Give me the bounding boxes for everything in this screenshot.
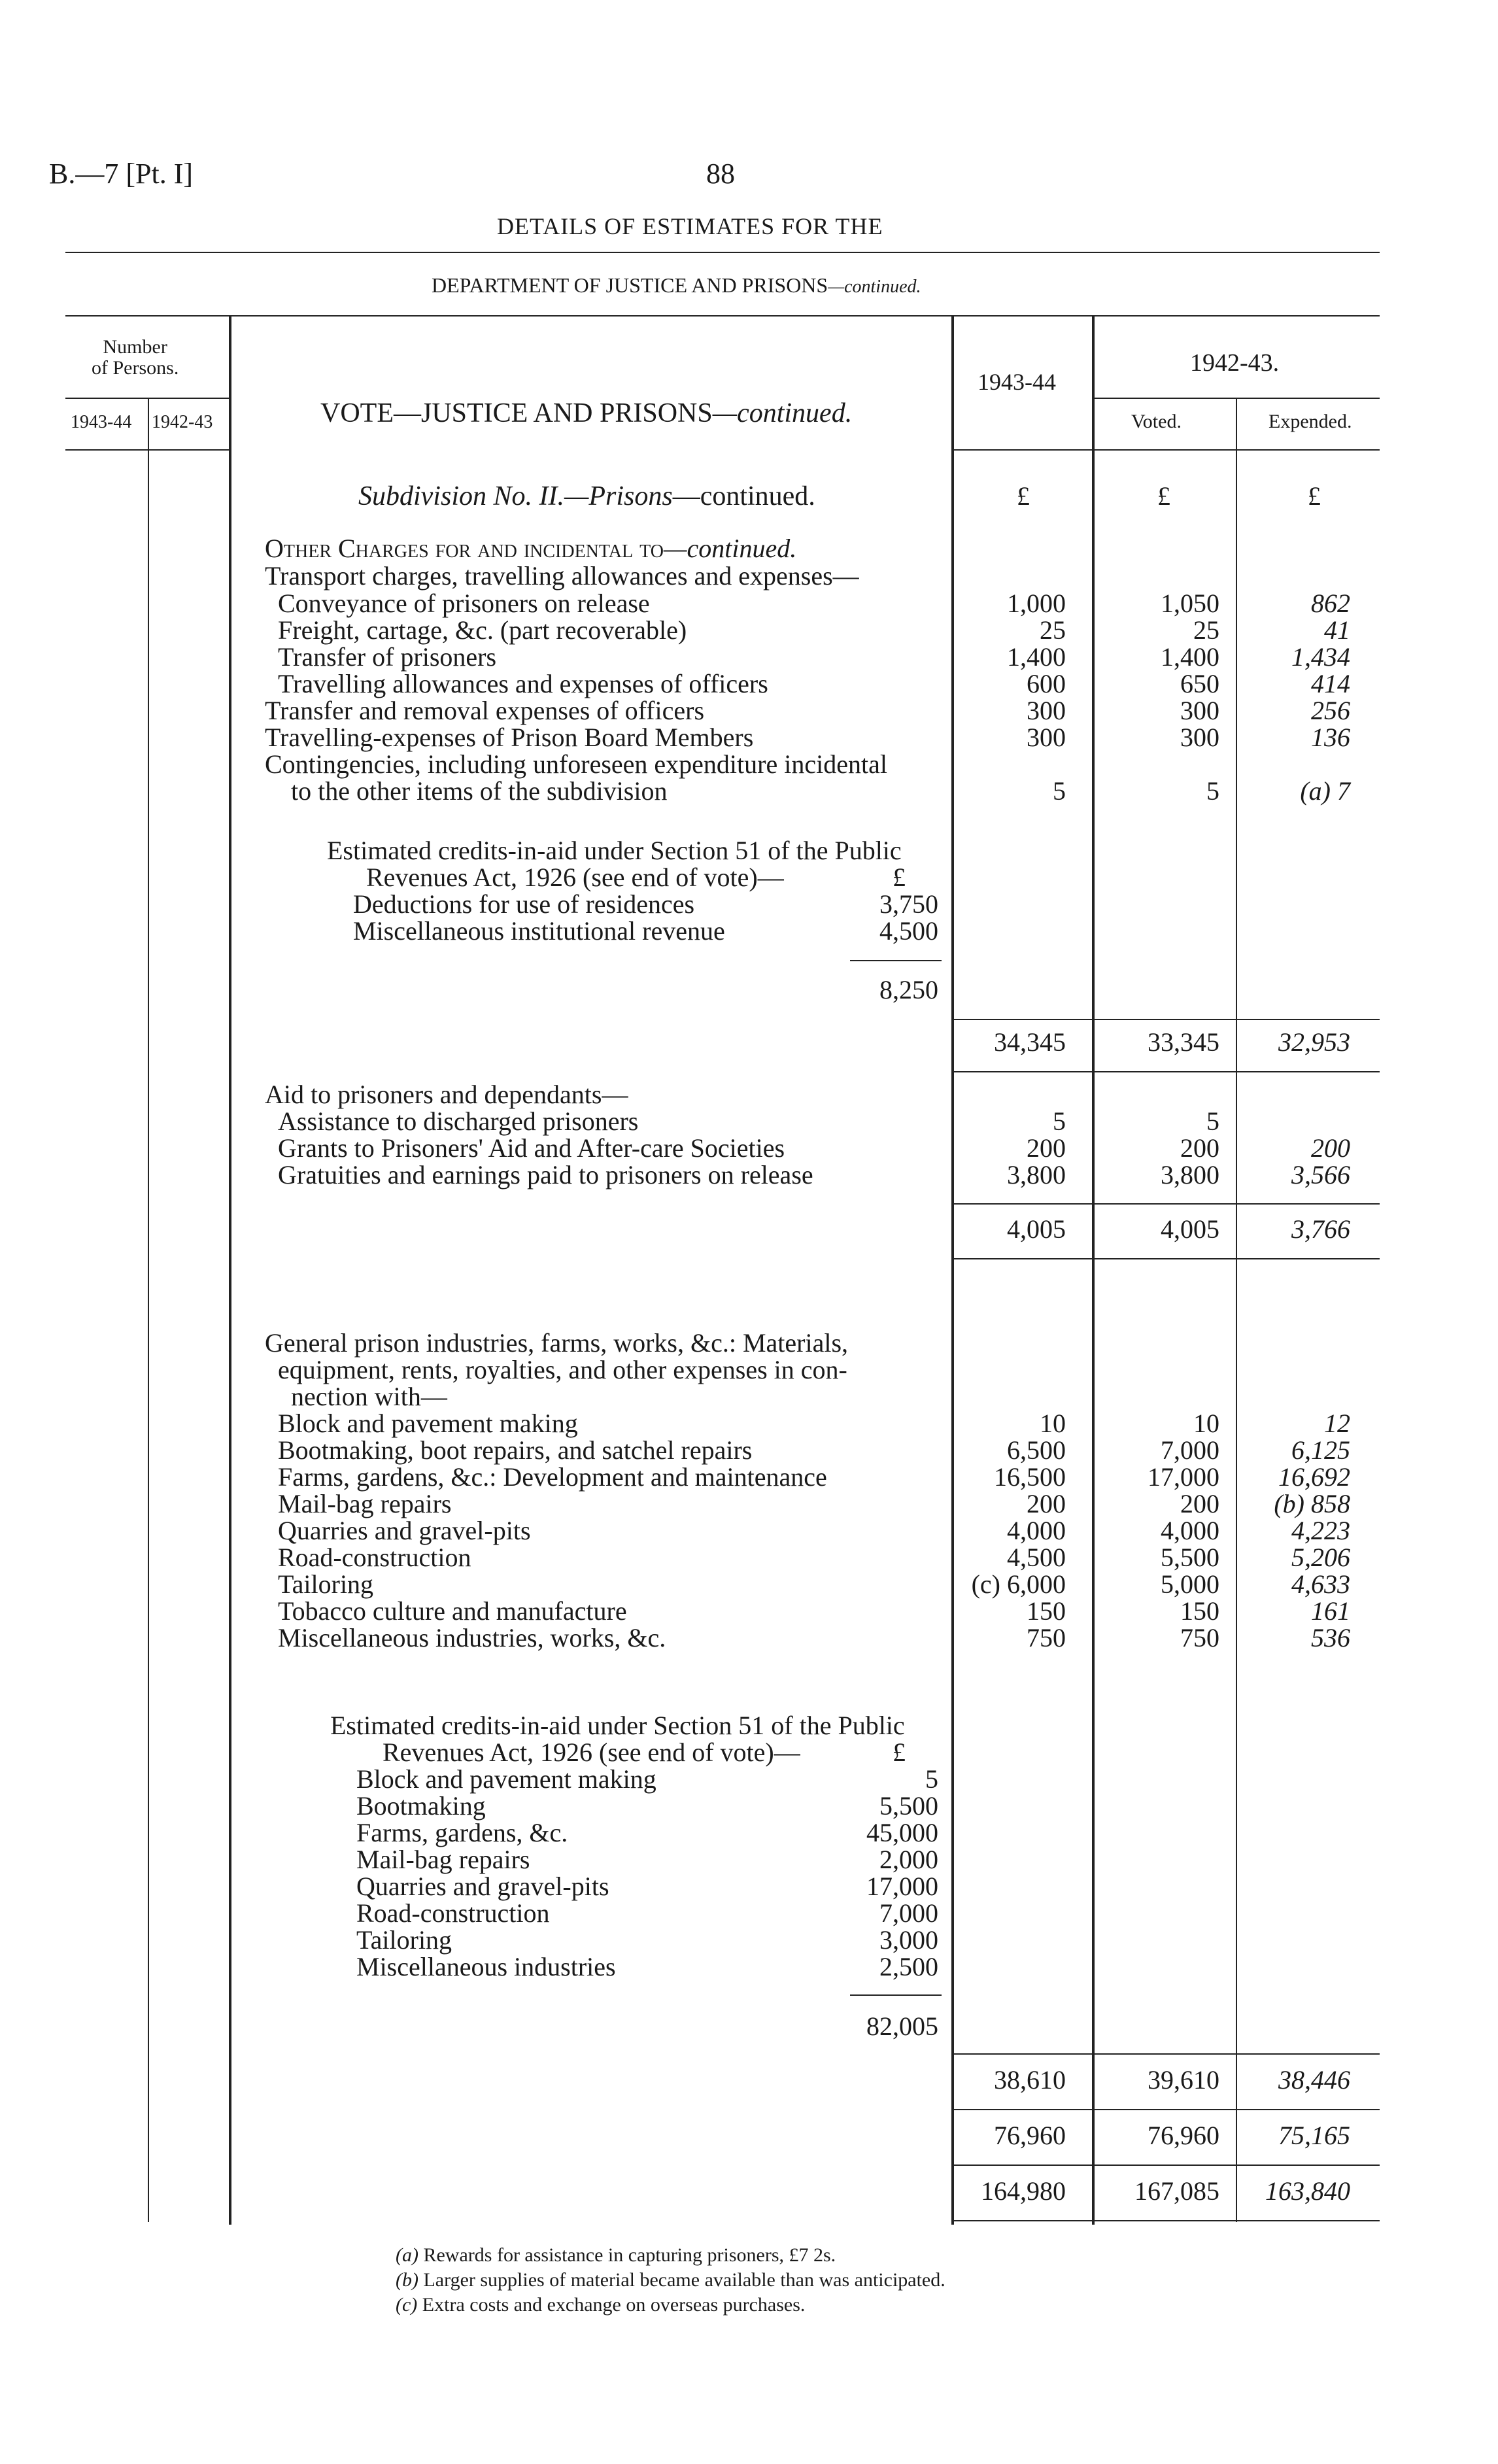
ind-total-rule-top [951, 2053, 1380, 2055]
section-total-expended: 75,165 [1278, 2121, 1350, 2150]
amount-expended: 6,125 [1291, 1435, 1350, 1465]
footnote-mark: (b) [396, 2269, 418, 2291]
subtotal-voted: 33,345 [1148, 1027, 1219, 1057]
footnote-text: Extra costs and exchange on overseas purchases. [422, 2294, 806, 2316]
amount-expended: 12 [1324, 1409, 1350, 1438]
credit-amount: 7,000 [879, 1898, 938, 1928]
amount-voted: 650 [1180, 669, 1219, 698]
list-item: Freight, cartage, &c. (part recoverable) [278, 615, 687, 645]
subtotal-current: 34,345 [994, 1027, 1066, 1057]
aid-total-rule-top [951, 1203, 1380, 1205]
amount-current: 6,500 [1007, 1435, 1066, 1465]
credit-amount: 2,000 [879, 1845, 938, 1874]
other-charges-heading [265, 533, 796, 564]
amount-expended: 414 [1311, 669, 1350, 698]
list-item: Tobacco culture and manufacture [278, 1596, 627, 1626]
ind-credits-currency: £ [893, 1737, 906, 1767]
amount-expended: 256 [1311, 696, 1350, 725]
vote-heading [320, 398, 852, 429]
list-item: Mail-bag repairs [278, 1489, 452, 1518]
credits-total: 8,250 [879, 975, 938, 1004]
aid-total-rule-bottom [951, 1258, 1380, 1259]
persons-header [92, 337, 179, 379]
credit-item: Farms, gardens, &c. [356, 1818, 568, 1847]
footnote [396, 2294, 805, 2316]
other-charges-label: Other Charges for and incidental to [265, 534, 664, 563]
industries-heading-line1: General prison industries, farms, works, &c.: Materials, [265, 1328, 849, 1358]
vote-heading-continued: —continued. [712, 398, 853, 428]
aid-total-voted: 4,005 [1161, 1214, 1219, 1244]
aid-heading: Aid to prisoners and dependants— [265, 1080, 628, 1109]
amount-expended: 862 [1311, 589, 1350, 618]
currency-voted: £ [1157, 481, 1170, 511]
amount-voted: 200 [1180, 1133, 1219, 1163]
amount-current: 300 [1027, 696, 1066, 725]
ind-credits-heading-line1: Estimated credits-in-aid under Section 51 of the Public [330, 1711, 905, 1740]
credit-amount: 17,000 [866, 1872, 938, 1901]
amount-voted: 5 [1206, 1106, 1219, 1136]
amount-current: 4,000 [1007, 1516, 1066, 1545]
amount-current: (c) 6,000 [971, 1569, 1066, 1599]
amount-expended: 16,692 [1278, 1462, 1350, 1492]
list-item: Conveyance of prisoners on release [278, 589, 650, 618]
amount-expended: 136 [1311, 723, 1350, 752]
subtotal-expended: 32,953 [1278, 1027, 1350, 1057]
amount-expended: (b) 858 [1274, 1489, 1350, 1518]
currency-expended: £ [1308, 481, 1321, 511]
list-item: Transfer and removal expenses of officers [265, 696, 705, 725]
amount-voted: 150 [1180, 1596, 1219, 1626]
amount-voted: 1,050 [1161, 589, 1219, 618]
footnote-mark: (a) [396, 2244, 418, 2266]
ind-total-rule-bottom [951, 2109, 1380, 2110]
credit-item: Miscellaneous institutional revenue [353, 916, 725, 946]
list-item: Tailoring [278, 1569, 374, 1599]
footnote-text: Larger supplies of material became available than was anticipated. [423, 2269, 945, 2291]
amount-current: 200 [1027, 1133, 1066, 1163]
amount-current: 16,500 [994, 1462, 1066, 1492]
list-item: Quarries and gravel-pits [278, 1516, 531, 1545]
ind-total-expended: 38,446 [1278, 2065, 1350, 2095]
contingencies-line2: to the other items of the subdivision [291, 776, 668, 806]
ind-total-current: 38,610 [994, 2065, 1066, 2095]
ind-credits-total-rule [850, 1994, 942, 1996]
amount-voted: 10 [1193, 1409, 1219, 1438]
other-charges-continued: —continued. [663, 534, 797, 563]
persons-column-divider [229, 315, 231, 2225]
amount-voted: 25 [1193, 615, 1219, 645]
amount-voted: 750 [1180, 1623, 1219, 1652]
credits-total-rule [850, 960, 942, 961]
amount-expended: 4,633 [1291, 1569, 1350, 1599]
contingencies-current: 5 [1053, 776, 1066, 806]
list-item: Block and pavement making [278, 1409, 578, 1438]
persons-year-current: 1943-44 [71, 412, 132, 432]
page-title: DETAILS OF ESTIMATES FOR THE [497, 213, 883, 239]
section-total-voted: 76,960 [1148, 2121, 1219, 2150]
credit-item: Deductions for use of residences [353, 889, 695, 919]
credit-item: Road-construction [356, 1898, 550, 1928]
amount-expended: 536 [1311, 1623, 1350, 1652]
persons-header-line1: Number [103, 336, 167, 358]
ind-credits-heading-line2: Revenues Act, 1926 (see end of vote)— [383, 1737, 800, 1767]
amount-voted: 1,400 [1161, 642, 1219, 672]
list-item: Grants to Prisoners' Aid and After-care Societies [278, 1133, 785, 1163]
credit-item: Tailoring [356, 1925, 452, 1955]
amount-current: 4,500 [1007, 1543, 1066, 1572]
transport-heading: Transport charges, travelling allowances and expenses— [265, 561, 859, 590]
list-item: Gratuities and earnings paid to prisoners on release [278, 1160, 813, 1189]
amount-current: 1,000 [1007, 589, 1066, 618]
amount-current: 150 [1027, 1596, 1066, 1626]
amount-current: 5 [1053, 1106, 1066, 1136]
list-item: Miscellaneous industries, works, &c. [278, 1623, 666, 1652]
contingencies-line1: Contingencies, including unforeseen expenditure incidental [265, 749, 887, 779]
amount-expended: 4,223 [1291, 1516, 1350, 1545]
subtotal-rule-bottom [951, 1071, 1380, 1072]
credit-amount: 5,500 [879, 1791, 938, 1821]
amount-voted: 3,800 [1161, 1160, 1219, 1189]
credit-item: Quarries and gravel-pits [356, 1872, 609, 1901]
amount-current: 750 [1027, 1623, 1066, 1652]
department-name: DEPARTMENT OF JUSTICE AND PRISONS [432, 273, 828, 297]
title-rule [65, 252, 1380, 253]
ind-total-voted: 39,610 [1148, 2065, 1219, 2095]
amount-voted: 17,000 [1148, 1462, 1219, 1492]
footnote-mark: (c) [396, 2294, 418, 2316]
credits-heading-line1: Estimated credits-in-aid under Section 51 of the Public [327, 836, 902, 865]
credit-amount: 3,750 [879, 889, 938, 919]
footnote-text: Rewards for assistance in capturing prisoners, £7 2s. [423, 2244, 836, 2266]
grand-total-expended: 163,840 [1265, 2176, 1350, 2206]
amount-voted: 200 [1180, 1489, 1219, 1518]
amount-current: 300 [1027, 723, 1066, 752]
industries-heading-line2: equipment, rents, royalties, and other expenses in con- [278, 1355, 847, 1384]
voted-header: Voted. [1131, 411, 1182, 432]
credit-item: Bootmaking [356, 1791, 486, 1821]
amount-voted: 300 [1180, 723, 1219, 752]
credit-amount: 45,000 [866, 1818, 938, 1847]
year-current-header: 1943-44 [978, 369, 1056, 395]
year-prior-header: 1942-43. [1190, 349, 1280, 377]
ind-credits-total: 82,005 [866, 2011, 938, 2041]
page-number: 88 [706, 158, 735, 190]
credits-currency: £ [893, 863, 906, 892]
credit-amount: 3,000 [879, 1925, 938, 1955]
amount-expended: 1,434 [1291, 642, 1350, 672]
aid-total-expended: 3,766 [1291, 1214, 1350, 1244]
expended-header: Expended. [1268, 411, 1352, 432]
industries-heading-line3: nection with— [291, 1382, 447, 1411]
footnote [396, 2269, 945, 2291]
subtotal-rule-top [951, 1019, 1380, 1020]
amount-expended: 3,566 [1291, 1160, 1350, 1189]
amount-current: 1,400 [1007, 642, 1066, 672]
amount-current: 3,800 [1007, 1160, 1066, 1189]
amount-current: 200 [1027, 1489, 1066, 1518]
amount-voted: 5,500 [1161, 1543, 1219, 1572]
list-item: Transfer of prisoners [278, 642, 497, 672]
contingencies-voted: 5 [1206, 776, 1219, 806]
amount-voted: 300 [1180, 696, 1219, 725]
document-reference: B.—7 [Pt. I] [49, 158, 193, 190]
department-subtitle [432, 273, 921, 298]
amount-voted: 4,000 [1161, 1516, 1219, 1545]
amount-expended: 161 [1311, 1596, 1350, 1626]
list-item: Travelling-expenses of Prison Board Members [265, 723, 754, 752]
amount-current: 600 [1027, 669, 1066, 698]
currency-current: £ [1017, 481, 1030, 511]
credit-item: Miscellaneous industries [356, 1952, 616, 1981]
list-item: Travelling allowances and expenses of officers [278, 669, 768, 698]
list-item: Bootmaking, boot repairs, and satchel repairs [278, 1435, 753, 1465]
amount-current: 25 [1040, 615, 1066, 645]
persons-header-line2: of Persons. [92, 357, 179, 379]
column-header-rule [951, 449, 1380, 451]
credit-amount: 4,500 [879, 916, 938, 946]
list-item: Farms, gardens, &c.: Development and maintenance [278, 1462, 827, 1492]
section-total-current: 76,960 [994, 2121, 1066, 2150]
amount-voted: 5,000 [1161, 1569, 1219, 1599]
subdivision-heading [358, 481, 815, 512]
credit-item: Mail-bag repairs [356, 1845, 530, 1874]
persons-year-prior: 1942-43 [152, 412, 213, 432]
grand-total-rule-bottom [951, 2220, 1380, 2221]
amount-expended: 41 [1324, 615, 1350, 645]
list-item: Assistance to discharged prisoners [278, 1106, 639, 1136]
amount-expended: 200 [1311, 1133, 1350, 1163]
credit-amount: 5 [925, 1764, 938, 1794]
footnote [396, 2244, 836, 2267]
credits-heading-line2: Revenues Act, 1926 (see end of vote)— [366, 863, 784, 892]
aid-total-current: 4,005 [1007, 1214, 1066, 1244]
contingencies-expended: (a) 7 [1300, 776, 1350, 806]
subdivision-continued: —continued. [672, 481, 815, 511]
credit-item: Block and pavement making [356, 1764, 656, 1794]
amount-voted: 7,000 [1161, 1435, 1219, 1465]
list-item: Road-construction [278, 1543, 471, 1572]
subdivision-label: Subdivision No. II.—Prisons [358, 481, 673, 511]
credit-amount: 2,500 [879, 1952, 938, 1981]
grand-total-voted: 167,085 [1134, 2176, 1219, 2206]
amount-expended: 5,206 [1291, 1543, 1350, 1572]
grand-total-rule-top [951, 2165, 1380, 2166]
amount-current: 10 [1040, 1409, 1066, 1438]
department-continued: —continued. [828, 277, 921, 297]
grand-total-current: 164,980 [981, 2176, 1066, 2206]
vote-heading-label: VOTE—JUSTICE AND PRISONS [320, 398, 713, 428]
persons-years-divider [148, 398, 149, 2222]
table-top-rule [65, 315, 1380, 317]
